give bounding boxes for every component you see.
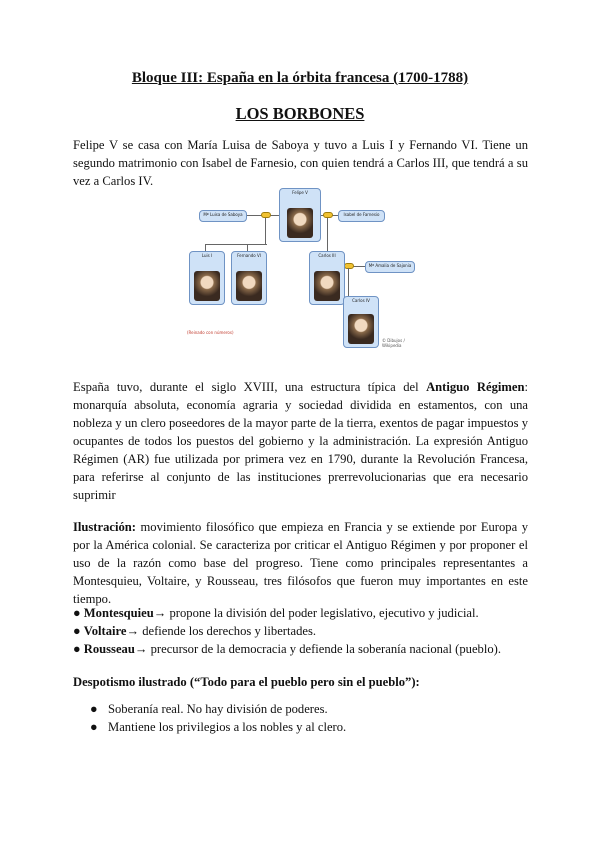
node-carlos-iii xyxy=(309,251,345,305)
paragraph-text: movimiento filosófico que empieza en Francia y se extiende por Europa y por la América colonial. Se caracteriza por criticar el Antiguo Régimen y por proponer el uso de la razón como base del progreso. Tiene como principales representantes a Montesquieu, Voltaire, y Rousseau, tres filósofos que fueron muy importantes en este tiempo. xyxy=(73,520,528,606)
family-tree-diagram xyxy=(185,184,415,348)
bullet-icon: ● xyxy=(73,642,81,656)
ilustracion-paragraph xyxy=(73,518,528,608)
bold-term: Antiguo Régimen xyxy=(426,380,525,394)
node-luis-i xyxy=(189,251,225,305)
philosopher-name: Montesquieu xyxy=(83,606,154,620)
list-item-montesquieu xyxy=(73,604,533,622)
bullet-icon: ● xyxy=(73,606,81,620)
node-carlos-iv xyxy=(343,296,379,348)
intro-paragraph: Felipe V se casa con María Luisa de Saboya y tuvo a Luis I y Fernando VI. Tiene un segundo matrimonio con Isabel de Farnesio, con quien tendrá a Carlos III, que tendrá a su vez a Carlos IV. xyxy=(73,138,528,188)
node-label: Carlos III xyxy=(318,253,336,258)
arrow-icon: → xyxy=(153,606,167,620)
portrait-image xyxy=(287,208,313,238)
arrow-icon: → xyxy=(126,624,140,638)
list-item-text: propone la división del poder legislativo, ejecutivo y judicial. xyxy=(169,606,479,620)
antiguo-regimen-paragraph xyxy=(73,378,528,504)
node-label: Isabel de Farnesio xyxy=(343,212,380,217)
paragraph-text: : monarquía absoluta, economía agraria y sociedad dividida en estamentos, con una nobleza y un clero poseedores de la mayor parte de la tierra, exentos de pagar impuestos y ocupantes de todos los puestos del gobierno y la administración. La expresión Antiguo Régimen (AR) fue utilizada por primera vez en 1790, durante la Revolución Francesa, para referirse al conjunto de las instituciones prerrevolucionarias que era necesario suprimir xyxy=(73,380,528,502)
list-item xyxy=(90,718,346,736)
list-item-text: precursor de la democracia y defiende la soberanía nacional (pueblo). xyxy=(150,642,501,656)
node-fernando-vi xyxy=(231,251,267,305)
node-label: Luis I xyxy=(201,253,213,258)
paragraph-text: España tuvo, durante el siglo XVIII, una estructura típica del xyxy=(73,380,427,394)
bullet-icon: ● xyxy=(90,702,98,716)
node-label: Felipe V xyxy=(292,190,308,195)
list-item-text: defiende los derechos y libertades. xyxy=(142,624,317,638)
list-item-rousseau xyxy=(73,640,533,658)
marriage-ring-icon xyxy=(261,212,271,218)
document-title: Bloque III: España en la órbita francesa (1700-1788) xyxy=(131,70,469,86)
list-item-text: Mantiene los privilegios a los nobles y al clero. xyxy=(108,720,347,734)
node-label: Mª Luisa de Saboya xyxy=(203,212,243,217)
section-title: LOS BORBONES xyxy=(235,104,365,123)
node-isabel-farnesio xyxy=(338,210,385,222)
node-maria-amalia xyxy=(365,261,415,273)
marriage-ring-icon xyxy=(323,212,333,218)
portrait-image xyxy=(348,314,374,344)
node-label: Carlos IV xyxy=(352,298,370,303)
list-item xyxy=(90,700,328,718)
portrait-image xyxy=(314,271,340,301)
marriage-ring-icon xyxy=(344,263,354,269)
bullet-icon: ● xyxy=(90,720,98,734)
bold-term: Ilustración: xyxy=(73,520,136,534)
arrow-icon: → xyxy=(134,642,148,656)
bullet-icon: ● xyxy=(73,624,81,638)
list-item-text: Soberanía real. No hay división de poderes. xyxy=(108,702,328,716)
philosopher-name: Rousseau xyxy=(83,642,135,656)
node-label: Fernando VI xyxy=(237,253,261,258)
tree-note: (Reinado con números) xyxy=(187,330,234,335)
node-felipe-v xyxy=(279,188,321,242)
node-label: Mª Amalia de Sajonia xyxy=(368,263,412,268)
node-maria-luisa xyxy=(199,210,247,222)
portrait-image xyxy=(236,271,262,301)
despotismo-heading: Despotismo ilustrado (“Todo para el pueblo pero sin el pueblo”): xyxy=(73,675,420,689)
portrait-image xyxy=(194,271,220,301)
list-item-voltaire xyxy=(73,622,533,640)
tree-credit: © Dibujos / Wikipedia xyxy=(382,338,405,348)
philosopher-name: Voltaire xyxy=(83,624,127,638)
